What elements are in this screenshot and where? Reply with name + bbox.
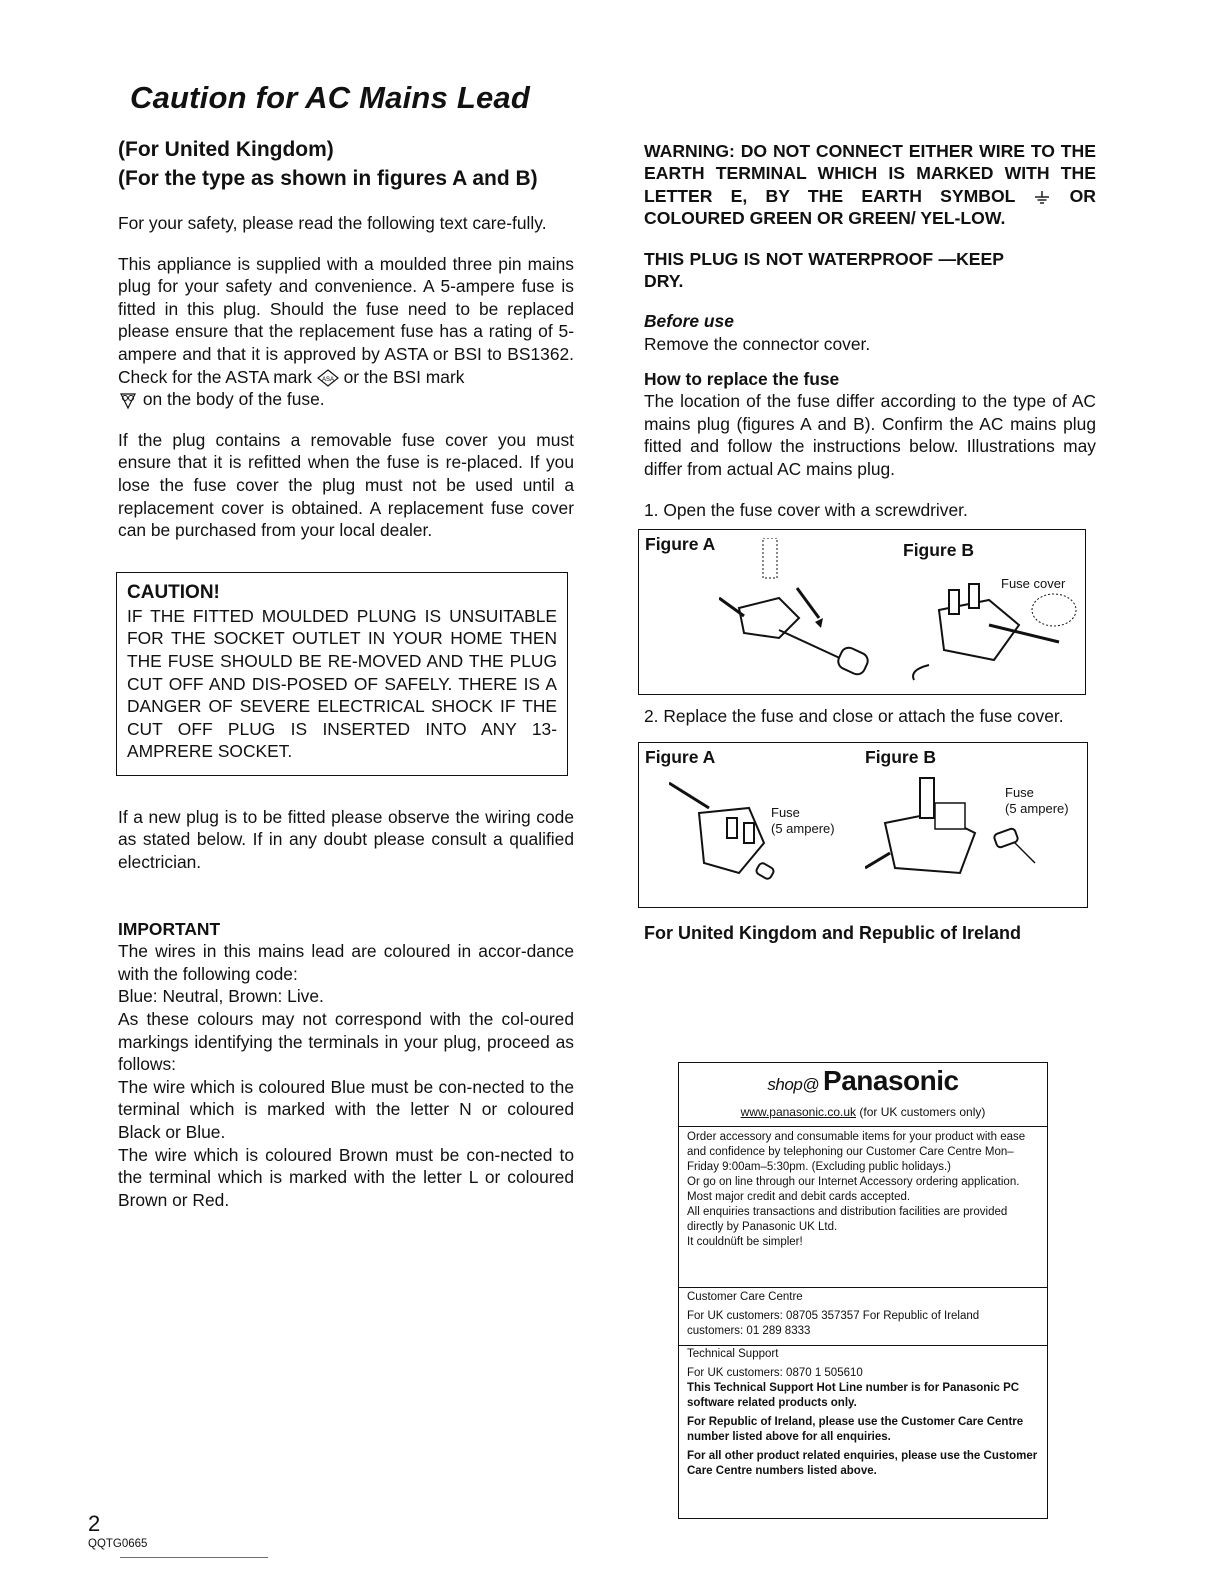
left-column [118,136,574,1211]
plug-fuse-illustration-a [669,773,809,893]
warning-text-b: OR COLOURED GREEN OR GREEN/ YEL-LOW. [644,185,1096,229]
fuse-a-label-1: Fuse [771,804,800,820]
panasonic-logo [679,1065,1047,1097]
divider [679,1345,1047,1346]
region-heading: For United Kingdom and Republic of Ireland [644,922,1021,943]
fuse-cover-label: Fuse cover [1001,576,1066,592]
caution-title: CAUTION! [127,581,220,603]
figure-b-label-2: Figure B [865,746,936,767]
figure-box-replace-fuse [638,742,1088,908]
panasonic-url-line [679,1105,1047,1119]
heading-uk: (For United Kingdom) [118,138,334,161]
bsi-mark-icon [118,392,138,410]
document-code: QQTG0665 [88,1538,148,1550]
panasonic-url[interactable]: www.panasonic.co.uk [740,1105,857,1119]
panasonic-url-note: (for UK customers only) [859,1105,986,1119]
step-2: 2. Replace the fuse and close or attach the fuse cover. [644,706,1064,727]
ts-note-3: For all other product related enquiries, please use the Customer Care Centre numbers listed above. [687,1450,1038,1477]
right-column [644,140,1096,944]
heading-type: (For the type as shown in figures A and B) [118,167,538,190]
step-1: 1. Open the fuse cover with a screwdriver. [644,499,968,520]
figure-a-label-2: Figure A [645,746,716,767]
ts-text: For UK customers: 0870 1 505610 [687,1367,863,1379]
before-use-title: Before use [644,311,734,332]
supply-text-a: This appliance is supplied with a moulded three pin mains plug for your safety and convenience. A 5-ampere fuse is fitted in this plug. Should the fuse need to be replaced please ensure that the replacement fuse has a rating of 5-ampere and that it is approved by ASTA or BSI to BS1362. Check for the ASTA mark [118,253,574,387]
footer-rule [120,1557,268,1558]
supply-text-b: or the BSI mark [343,366,465,387]
fuse-a-label-2: (5 ampere) [771,820,835,836]
warning-text-a: WARNING: DO NOT CONNECT EITHER WIRE TO THE EARTH TERMINAL WHICH IS MARKED WITH THE LETTER E, BY THE EARTH SYMBOL [644,141,1096,206]
important-title: IMPORTANT [118,918,221,939]
order-section [687,1130,1027,1250]
intro-paragraph: For your safety, please read the following text care-fully. [118,213,547,233]
important-line-1: The wires in this mains lead are coloured in accor-dance with the following code: [118,941,574,984]
supply-text-c: on the body of the fuse. [142,389,325,410]
order-line-1: Order accessory and consumable items for your product with ease and confidence by telephoning our Customer Care Centre Mon–Friday 9:00am–5:30pm. (Excluding public holidays.) [687,1131,1026,1173]
order-line-4: All enquiries transactions and distribution facilities are provided directly by Panasonic UK Ltd. [687,1206,1008,1233]
replace-fuse-text: The location of the fuse differ according to the type of AC mains plug (figures A and B). Confirm the AC mains plug fitted and follow the instructions below. Illustrations may differ from actual AC mains plug. [644,391,1096,479]
ts-title: Technical Support [687,1348,779,1360]
page-number: 2 [88,1511,101,1536]
new-plug-paragraph: If a new plug is to be fitted please observe the wiring code as stated below. If in any doubt please consult a qualified electrician. [118,806,574,873]
order-line-3: Most major credit and debit cards accepted. [687,1191,911,1203]
customer-care-section [687,1290,1037,1339]
warning-text [644,140,1096,230]
ts-note-1: This Technical Support Hot Line number is for Panasonic PC software related products only. [687,1382,1020,1409]
important-line-2: Blue: Neutral, Brown: Live. [118,986,324,1007]
panasonic-brand: Panasonic [823,1065,959,1096]
order-line-2: Or go on line through our Internet Accessory ordering application. [687,1176,1020,1188]
ccc-text: For UK customers: 08705 357357 For Republic of Ireland customers: 01 289 8333 [687,1310,980,1337]
important-line-4: The wire which is coloured Blue must be con-nected to the terminal which is marked with the letter N or coloured Black or Blue. [118,1076,574,1142]
replace-fuse-title: How to replace the fuse [644,368,840,389]
panasonic-info-box [678,1062,1048,1519]
plug-fuse-illustration-b [865,773,1045,893]
ccc-title: Customer Care Centre [687,1291,803,1303]
technical-support-section [687,1347,1039,1479]
page-title: Caution for AC Mains Lead [130,80,530,115]
figure-a-label: Figure A [645,534,716,555]
divider [679,1287,1047,1288]
waterproof-text: THIS PLUG IS NOT WATERPROOF —KEEP DRY. [644,248,1004,292]
fuse-cover-paragraph: If the plug contains a removable fuse cover you must ensure that it is refitted when the fuse is re-placed. If you lose the fuse cover the plug must not be used until a replacement cover is obtained. A replacement fuse cover can be purchased from your local dealer. [118,429,574,541]
shop-logo-text: shop@ [767,1075,820,1094]
asta-mark-icon [317,369,339,387]
important-line-3: As these colours may not correspond with the col-oured markings identifying the terminals in your plug, proceed as follows: [118,1009,574,1075]
plug-screwdriver-illustration-b [909,570,1079,690]
order-line-5: It couldnüft be simpler! [687,1236,803,1248]
fuse-b-label-2: (5 ampere) [1005,800,1069,816]
before-use-text: Remove the connector cover. [644,334,871,355]
caution-box [116,572,568,776]
divider [679,1126,1047,1127]
figure-b-label: Figure B [903,540,974,561]
important-line-5: The wire which is coloured Brown must be con-nected to the terminal which is marked with the letter L or coloured Brown or Red. [118,1144,574,1210]
svg-text:ASA: ASA [321,376,334,383]
fuse-b-label-1: Fuse [1005,784,1034,800]
plug-screwdriver-illustration-a [719,538,889,688]
figure-box-open-cover [638,529,1086,695]
supply-paragraph [118,253,574,411]
earth-symbol-icon [1033,189,1051,205]
ts-note-2: For Republic of Ireland, please use the Customer Care Centre number listed above for all enquiries. [687,1416,1024,1443]
caution-text: IF THE FITTED MOULDED PLUNG IS UNSUITABLE FOR THE SOCKET OUTLET IN YOUR HOME THEN THE FUSE SHOULD BE RE-MOVED AND THE PLUG CUT OFF AND DIS-POSED OF SAFELY. THERE IS A DANGER OF SEVERE ELECTRICAL SHOCK IF THE CUT OFF PLUG IS INSERTED INTO ANY 13-AMPRERE SOCKET. [127,605,557,762]
